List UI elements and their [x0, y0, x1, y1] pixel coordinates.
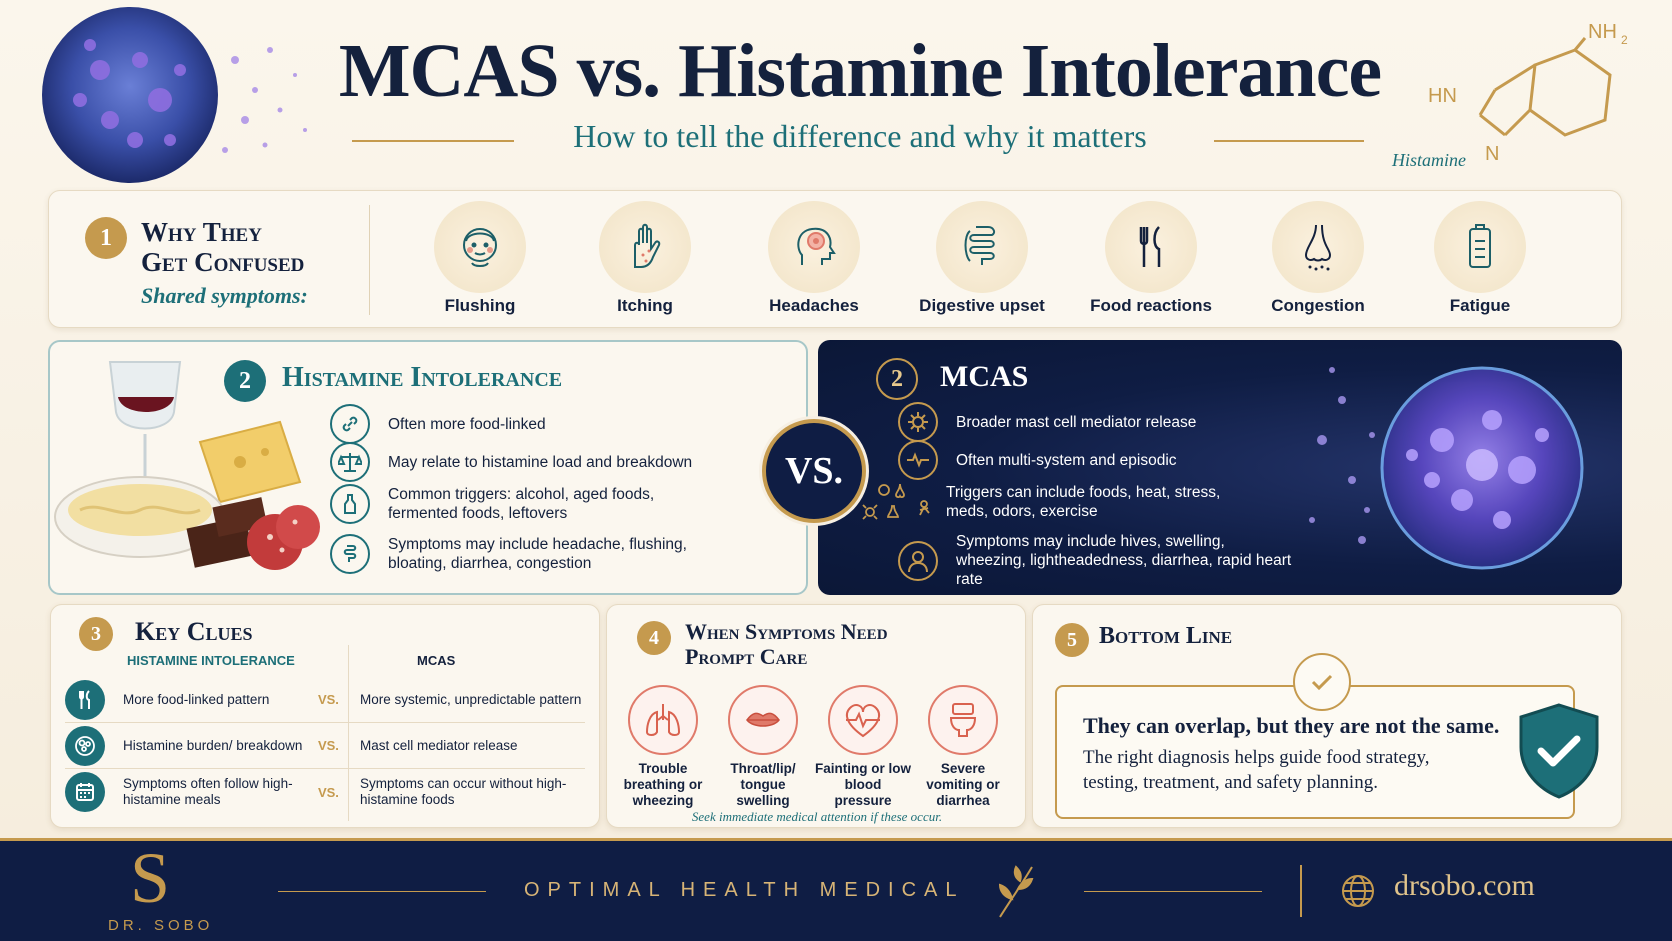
footer: [0, 838, 1672, 941]
bottle-icon: [339, 493, 361, 515]
mcas-title: MCAS: [940, 360, 1029, 393]
symptom-label: Itching: [617, 296, 673, 315]
care-item-label: Trouble breathing or wheezing: [623, 761, 703, 808]
section-key-clues: [50, 604, 600, 828]
shield-check-icon: [1517, 701, 1601, 801]
n-label: N: [1485, 143, 1500, 165]
nh2-subscript: 2: [1621, 33, 1628, 47]
footer-brand: DR. SOBO: [108, 917, 214, 934]
clue-vs: VS.: [317, 784, 339, 800]
page-subtitle: How to tell the difference and why it matters: [573, 118, 1147, 154]
section-prompt-care: [606, 604, 1026, 828]
col-header-histamine: HISTAMINE INTOLERANCE: [127, 653, 295, 668]
section1-title: [141, 217, 304, 277]
symptom-headaches: [739, 201, 889, 315]
check-icon: [1308, 668, 1336, 696]
pulse-icon: [906, 450, 930, 470]
mast-cell-graphic: [1292, 340, 1622, 595]
symptom-label: Digestive upset: [919, 296, 1045, 315]
section1-subtitle: Shared symptoms:: [141, 283, 308, 308]
bottom-line-body: The right diagnosis helps guide food strategy, testing, treatment, and safety planning.: [1083, 747, 1430, 793]
care-item-fainting: [815, 685, 911, 809]
symptom-congestion: [1243, 201, 1393, 315]
lips-icon: [743, 700, 783, 740]
histamine-item-load: [330, 442, 692, 482]
intestine-icon: [954, 219, 1010, 275]
footer-logo-mark: S: [130, 838, 171, 918]
mcas-item-text: Broader mast cell mediator release: [956, 413, 1197, 431]
section1-title-line2: Get Confused: [141, 247, 305, 277]
histamine-item-symptoms: [330, 534, 708, 574]
clue-vs: VS.: [317, 692, 339, 707]
subtitle-rule-right: [1214, 140, 1364, 142]
clue-mcas: Mast cell mediator release: [360, 737, 518, 753]
histamine-item-food-linked: [330, 404, 546, 444]
section-number-5: 5: [1055, 623, 1089, 657]
page-title: MCAS vs. Histamine Intolerance: [338, 29, 1382, 113]
footer-divider: [1300, 865, 1302, 917]
nh2-label: NH: [1588, 21, 1617, 43]
symptom-label: Headaches: [769, 296, 859, 315]
fork-knife-icon: [74, 689, 96, 711]
laurel-icon: [990, 861, 1040, 921]
footer-tagline: OPTIMAL HEALTH MEDICAL: [524, 879, 965, 901]
symptom-digestive-upset: [907, 201, 1057, 315]
bottom-line-title: Bottom Line: [1099, 623, 1233, 649]
clue-mcas: Symptoms can occur without high-histamine foods: [360, 776, 567, 807]
hn-label: HN: [1428, 85, 1457, 107]
vs-badge: VS.: [762, 419, 866, 523]
mcas-item-text: Symptoms may include hives, swelling, wheezing, lightheadedness, diarrhea, rapid heart rate: [956, 533, 1292, 588]
clue-mcas: More systemic, unpredictable pattern: [360, 691, 582, 707]
molecule-label: Histamine: [1392, 150, 1466, 170]
symptom-flushing: [405, 201, 555, 315]
histamine-item-text: Often more food-linked: [388, 415, 546, 433]
mcas-item-multisystem: [898, 440, 1177, 480]
globe-icon: [1340, 873, 1376, 909]
clue-row: [65, 723, 585, 769]
symptom-food-reactions: [1076, 201, 1226, 315]
section-number-2-mcas: 2: [876, 358, 918, 400]
clue-histamine: Histamine burden/ breakdown: [123, 737, 303, 753]
care-item-swelling: [715, 685, 811, 809]
footer-website-link[interactable]: drsobo.com: [1394, 869, 1535, 902]
link-icon: [339, 413, 361, 435]
symptom-label: Flushing: [444, 296, 516, 315]
section-histamine-intolerance: [48, 340, 808, 595]
section-number-1: 1: [85, 217, 127, 259]
section-mcas: [818, 340, 1622, 595]
section-bottom-line: [1032, 604, 1622, 828]
prompt-care-title-line2: Prompt Care: [685, 644, 808, 669]
person-icon: [907, 549, 929, 573]
mcas-item-symptoms: [898, 532, 1296, 589]
cells-icon: [73, 734, 97, 758]
histamine-item-text: Common triggers: alcohol, aged foods, fermented foods, leftovers: [388, 486, 655, 522]
triggers-icon: [862, 482, 938, 522]
fork-knife-icon: [1123, 219, 1179, 275]
calendar-icon: [74, 781, 96, 803]
mcas-item-triggers: [862, 482, 1236, 522]
toilet-icon: [943, 700, 983, 740]
symptom-label: Fatigue: [1449, 296, 1511, 315]
histamine-item-text: Symptoms may include headache, flushing, bloating, diarrhea, congestion: [388, 536, 687, 572]
section-why-confused: [48, 190, 1622, 328]
checkmark-badge: [1293, 653, 1351, 711]
nose-icon: [1290, 219, 1346, 275]
heartbeat-icon: [842, 700, 884, 740]
mcas-item-text: Triggers can include foods, heat, stress, meds, odors, exercise: [946, 484, 1221, 520]
mcas-item-text: Often multi-system and episodic: [956, 451, 1177, 469]
clue-histamine: More food-linked pattern: [123, 691, 270, 707]
cell-burst-icon: [906, 410, 930, 434]
prompt-care-title-line1: When Symptoms Need: [685, 619, 888, 644]
section-number-3: 3: [79, 617, 113, 651]
care-item-label: Throat/lip/ tongue swelling: [730, 761, 796, 808]
footer-rule-left: [278, 891, 486, 892]
section1-title-line1: Why They: [141, 217, 262, 247]
lungs-icon: [643, 700, 683, 740]
section1-divider: [369, 205, 370, 315]
key-clues-title: Key Clues: [135, 617, 253, 646]
histamine-item-triggers: [330, 484, 688, 524]
clue-histamine: Symptoms often follow high-histamine meals: [123, 776, 293, 807]
clue-vs: VS.: [317, 738, 339, 753]
flushed-face-icon: [452, 219, 508, 275]
symptom-itching: [570, 201, 720, 315]
intestine-icon: [339, 543, 361, 565]
scale-icon: [338, 451, 362, 473]
prompt-care-note: Seek immediate medical attention if these occur.: [691, 809, 943, 824]
care-item-label: Severe vomiting or diarrhea: [926, 761, 1000, 808]
histamine-item-text: May relate to histamine load and breakdown: [388, 453, 693, 471]
itchy-hand-icon: [617, 219, 673, 275]
headache-icon: [786, 219, 842, 275]
footer-rule-right: [1084, 891, 1262, 892]
trigger-foods-illustration: [50, 342, 320, 595]
histamine-title: Histamine Intolerance: [282, 362, 563, 393]
bottom-line-headline: They can overlap, but they are not the same.: [1083, 713, 1500, 738]
care-item-breathing: [615, 685, 711, 809]
section-number-4: 4: [637, 621, 671, 655]
symptom-label: Congestion: [1271, 296, 1365, 315]
care-item-label: Fainting or low blood pressure: [815, 761, 911, 808]
section-number-2-histamine: 2: [224, 360, 266, 402]
symptom-fatigue: [1405, 201, 1555, 315]
clue-row: [65, 769, 585, 815]
mast-cell-illustration: [20, 0, 320, 190]
low-battery-icon: [1452, 219, 1508, 275]
prompt-care-title: [685, 619, 888, 669]
mcas-item-mediator: [898, 402, 1196, 442]
care-item-vomiting: [915, 685, 1011, 809]
clue-row: [65, 677, 585, 723]
col-header-mcas: MCAS: [417, 653, 456, 668]
symptom-label: Food reactions: [1090, 296, 1212, 315]
